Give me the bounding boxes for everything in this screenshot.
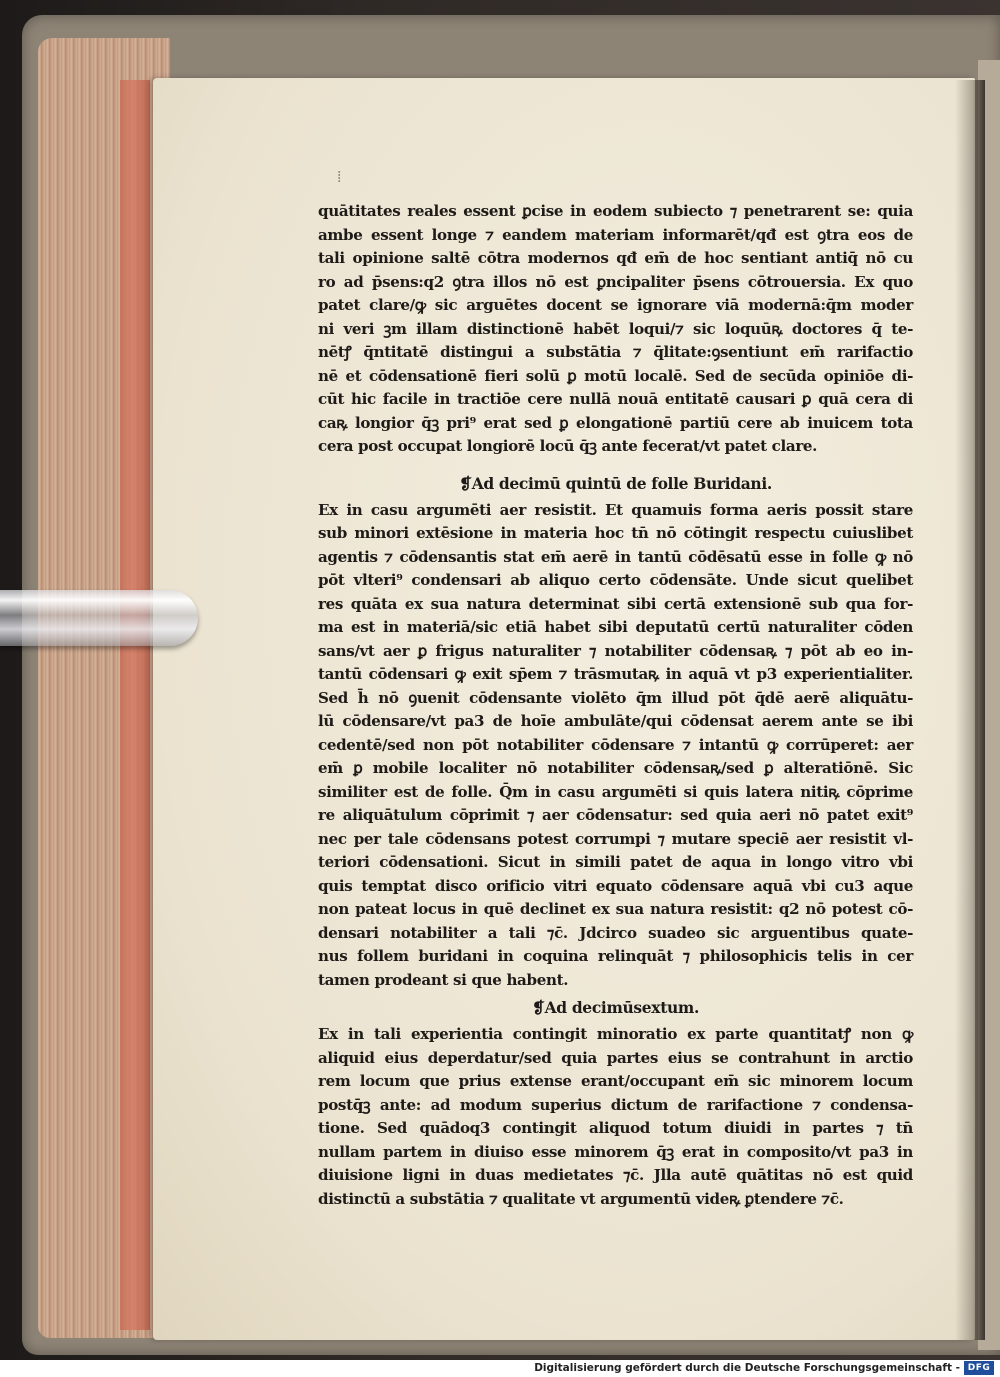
text-line: Ex in casu argumēti aer resistit. Et quamuis forma aeris possit stare	[318, 500, 913, 519]
section-heading-1: ❡Ad decimū quintū de folle Buridani.	[459, 473, 772, 493]
page-fore-edge	[38, 38, 170, 1338]
text-line: teriori cōdensationi. Sicut in simili patet de aqua in longo vitro vbi	[318, 853, 913, 871]
text-line: non pateat locus in quē declinet ex sua natura resistit: q2 nō potest cō-	[318, 900, 913, 918]
text-line: tali opinione saltē cōtra modernos qđ em̄ de hoc sentiant antiq̄ nō cu	[318, 249, 913, 267]
text-line: tantū cōdensari ꝙ exit sp̄em ⁊ trāsmutaꝶ in aquā vt p3 experientialiter.	[318, 665, 913, 683]
paragraph-3	[318, 1023, 913, 1211]
text-line: ni veri ꝫm illam distinctionē habēt loqui/⁊ sic loquūꝶ doctores q̄ te-	[318, 319, 913, 338]
text-line: rem locum que prius extense erant/occupant em̄ sic minorem locum	[318, 1072, 913, 1090]
footer-bar	[0, 1360, 1000, 1377]
pencil-mark: ⁞	[337, 167, 342, 186]
text-line: Ex in tali experientia contingit minoratio ex parte quantitatꝭ non ꝙ	[318, 1025, 913, 1043]
text-line: nec per tale cōdensans potest corrumpi ⁊ mutare speciē aer resistit vl-	[318, 829, 913, 848]
text-line: sans/vt aer ꝑ frigus naturaliter ⁊ notabiliter cōdensaꝶ ⁊ pōt ab eo in-	[318, 641, 913, 660]
section-heading-2: ❡Ad decimūsextum.	[531, 998, 700, 1017]
text-line: nullam partem in diuiso esse minorem q̄ꝫ erat in composito/vt pa3 in	[318, 1142, 913, 1161]
text-line: diuisione ligni in duas medietates ⁊c̄. Jlla autē quātitas nō est quid	[318, 1166, 913, 1184]
text-line: tamen prodeant si que habent.	[318, 970, 569, 989]
text-line: ma est in materiā/sic etiā habet sibi deputatū certū naturaliter cōden	[318, 618, 913, 636]
dfg-logo: DFG	[964, 1361, 994, 1375]
main-text-block	[318, 200, 913, 1211]
text-line: quis temptat disco orificio vitri equato cōdensare aquā vbi cu3 aque	[318, 876, 913, 895]
paragraph-2	[318, 499, 913, 993]
text-line: quātitates reales essent ꝑcise in eodem subiecto ⁊ penetrarent se: quia	[318, 202, 913, 220]
text-line: sub minori extēsione in materia hoc tn̄ nō cōtingit respectu cuiuslibet	[318, 524, 913, 542]
text-line: cedentē/sed non pōt notabiliter cōdensare ⁊ intantū ꝙ corrūperet: aer	[318, 735, 913, 754]
text-line: agentis ⁊ cōdensantis stat em̄ aerē in tantū cōdēsatū esse in folle ꝙ nō	[318, 547, 913, 566]
text-line: nus follem buridani in coquina relinquāt ⁊ philosophicis telis in cer	[318, 947, 913, 965]
text-line: distinctū a substātia ⁊ qualitate vt argumentū videꝶ ꝑtendere ⁊c̄.	[318, 1189, 844, 1208]
red-edge-band	[120, 80, 150, 1330]
text-line: nē et cōdensationē fieri solū ꝑ motū localē. Sed de secūda opiniōe di-	[318, 366, 913, 385]
page-gutter	[955, 80, 985, 1340]
text-line: cūt hic facile in tractiōe cere nullā nouā entitatē causari ꝑ quā cera di	[318, 390, 913, 408]
paragraph-1	[318, 200, 913, 459]
text-line: re aliquātulum cōprimit ⁊ aer cōdensatur: sed quia aeri nō patet exit⁹	[318, 806, 913, 824]
glass-page-weight	[0, 590, 198, 646]
text-line: ambe essent longe ⁊ eandem materiam informarēt/qđ est ꝯtra eos de	[318, 225, 913, 244]
text-line: tione. Sed quādoq3 contingit aliquod totum diuidi in partes ⁊ tn̄	[318, 1119, 913, 1137]
text-line: lū cōdensare/vt pa3 de hoīe ambulāte/qui cōdensat aerem ante se ibi	[318, 712, 913, 730]
text-line: Sed h̄ nō ꝯuenit cōdensante violēto q̄m illud pōt q̄dē aerē aliquātu-	[318, 688, 913, 707]
text-line: postq̄ꝫ ante: ad modum superius dictum de rarifactione ⁊ condensa-	[318, 1095, 913, 1114]
text-line: caꝶ longior q̄ꝫ pri⁹ erat sed ꝑ elongationē partiū cere ab inuicem tota	[318, 413, 913, 432]
footer-credit: Digitalisierung gefördert durch die Deutsche Forschungsgemeinschaft -	[534, 1362, 960, 1374]
text-line: densari notabiliter a tali ⁊c̄. Jdcirco suadeo sic arguentibus quate-	[318, 923, 913, 942]
text-line: res quāta ex sua natura determinat sibi certā extensionē sub qua for-	[318, 594, 913, 613]
text-line: em̄ ꝑ mobile localiter nō notabiliter cōdensaꝶ/sed ꝑ alteratiōnē. Sic	[318, 759, 913, 777]
text-line: pōt vlteri⁹ condensari ab aliquo certo cōdensāte. Unde sicut quelibet	[318, 571, 913, 589]
text-line: cera post occupat longiorē locū q̄ꝫ ante fecerat/vt patet clare.	[318, 437, 818, 455]
text-line: similiter est de folle. Q̄m in casu argumēti si quis latera nitiꝶ cōprime	[318, 782, 913, 801]
text-line: nētꝭ q̄ntitatē distingui a substātia ⁊ q̄litate:ꝯsentiunt em̄ rarifactio	[318, 343, 913, 361]
text-line: ro ad p̄sens:q2 ꝯtra illos nō est ꝑncipaliter p̄sens cōtrouersia. Ex quo	[318, 272, 913, 291]
text-line: aliquid eius deperdatur/sed quia partes eius se contrahunt in arctio	[318, 1048, 913, 1067]
text-line: patet clare/ꝙ sic arguētes docent se ignorare viā modernā:q̄m moder	[318, 296, 913, 314]
